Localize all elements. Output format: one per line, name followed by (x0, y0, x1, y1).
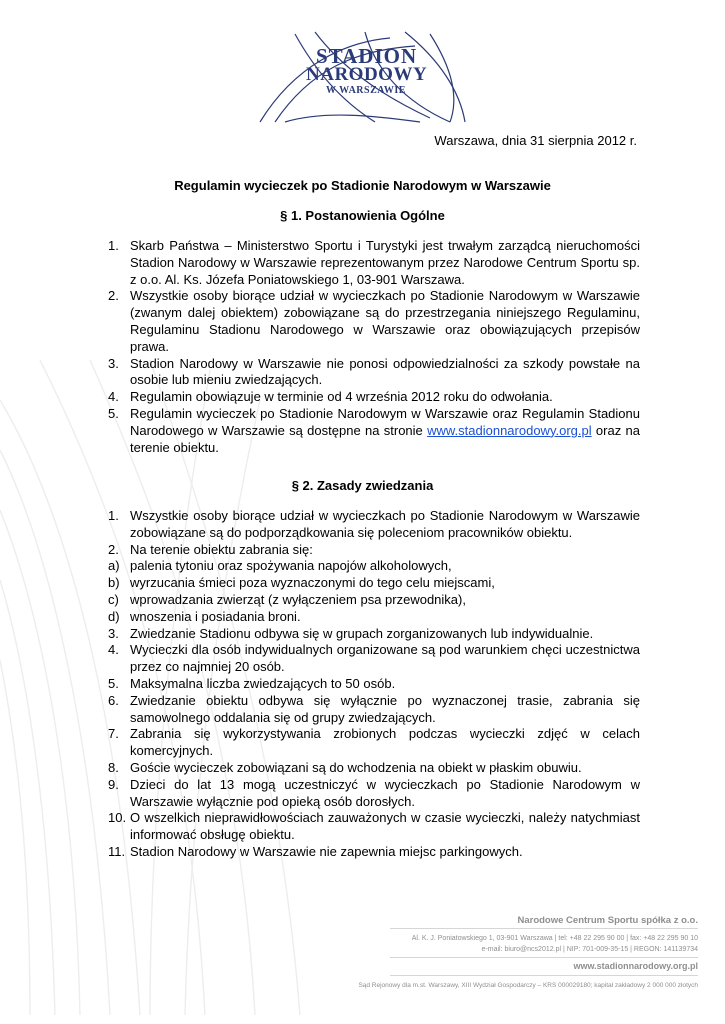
list-item-text: Wszystkie osoby biorące udział w wycieczkach po Stadionie Narodowym w Warszawie (zwanym dalej obiektem) zobowiązane są do przestrzegania niniejszego Regulaminu, Regulaminu Stadionu Narodowego w Warszawie oraz obowiązujących przepisów prawa. (130, 288, 640, 354)
list-item (108, 406, 640, 456)
list-item-number: 10. (108, 810, 127, 826)
list-item (108, 558, 640, 575)
list-item (108, 356, 640, 390)
list-item-text: Wycieczki dla osób indywidualnych organizowane są pod warunkiem chęci uczestnictwa przez co najmniej 20 osób. (130, 642, 640, 675)
list-item (108, 844, 640, 861)
list-item (108, 760, 640, 777)
list-item-text: Stadion Narodowy w Warszawie nie ponosi odpowiedzialności za szkody powstałe na osobie lub mieniu zwiedzających. (130, 355, 640, 388)
list-item-number: 4. (108, 389, 119, 405)
list-item (108, 676, 640, 693)
list-item-number: 7. (108, 726, 119, 742)
footer-company: Narodowe Centrum Sportu spółka z o.o. (517, 915, 698, 926)
list-item-number: c) (108, 591, 119, 607)
list-item-number: 1. (108, 238, 119, 253)
list-item-text: wprowadzania zwierząt (z wyłączeniem psa przewodnika), (130, 591, 466, 607)
section-2-heading: § 2. Zasady zwiedzania (291, 478, 434, 493)
list-item-number: b) (108, 575, 120, 591)
list-item-number: 3. (108, 625, 119, 641)
footer-contact: e-mail: biuro@ncs2012.pl | NIP: 701-009-35-15 | REGON: 141139734 (481, 946, 698, 953)
list-item (108, 642, 640, 676)
document-date: Warszawa, dnia 31 sierpnia 2012 r. (434, 133, 637, 148)
list-item-number: 6. (108, 692, 119, 708)
list-item (108, 238, 640, 288)
list-item (108, 693, 640, 727)
list-item-text: Goście wycieczek zobowiązani są do wchodzenia na obiekt w płaskim obuwiu. (130, 759, 582, 775)
footer-divider (390, 957, 698, 958)
list-item-text: Wszystkie osoby biorące udział w wycieczkach po Stadionie Narodowym w Warszawie zobowiązane są do podporządkowania się poleceniom pracowników obiektu. (130, 508, 640, 540)
footer-divider (390, 975, 698, 976)
list-item-text: Zabrania się wykorzystywania zrobionych podczas wycieczki zdjęć w celach komercyjnych. (130, 726, 640, 759)
list-item-number: 1. (108, 508, 119, 523)
list-item (108, 389, 640, 406)
logo-line-stadion: STADION (316, 44, 418, 68)
list-item-number: 5. (108, 405, 119, 421)
list-item (108, 726, 640, 760)
list-item-number: 11. (108, 843, 126, 859)
list-item-text: wyrzucania śmieci poza wyznaczonymi do tego celu miejscami, (130, 575, 495, 591)
list-item-number: 8. (108, 759, 119, 775)
list-item (108, 777, 640, 811)
list-item-text: Maksymalna liczba zwiedzających to 50 osób. (130, 675, 396, 691)
list-item-text: Skarb Państwa – Ministerstwo Sportu i Turystyki jest trwałym zarządcą nieruchomości Stadion Narodowy w Warszawie reprezentowanym przez Narodowe Centrum Sportu sp. z o.o. Al. Ks. Józefa Poniatowskiego 1, 03-901 Warszawa. (130, 238, 640, 287)
logo-line-narodowy: NARODOWY (306, 64, 428, 85)
footer-address: Al. K. J. Poniatowskiego 1, 03-901 Warszawa | tel: +48 22 295 90 00 | fax: +48 22 295 90 10 (411, 935, 698, 942)
list-item-text: oraz na terenie obiektu. (130, 422, 640, 455)
list-item-text: Zwiedzanie Stadionu odbywa się w grupach zorganizowanych lub indywidualnie. (130, 625, 594, 641)
list-item-text: Zwiedzanie obiektu odbywa się wyłącznie po wyznaczonej trasie, zabrania się samowolnego oddalania się od grupy zwiedzających. (130, 692, 640, 725)
logo-line-w-warszawie: W WARSZAWIE (326, 85, 406, 96)
list-item-text: palenia tytoniu oraz spożywania napojów alkoholowych, (130, 558, 452, 574)
footer-divider (390, 928, 698, 929)
list-item-number: 9. (108, 776, 119, 792)
section-2-list (108, 508, 640, 861)
list-item-number: d) (108, 608, 120, 624)
list-item-number: 3. (108, 355, 119, 371)
list-item (108, 626, 640, 643)
list-item (108, 609, 640, 626)
list-item-text: Dzieci do lat 13 mogą uczestniczyć w wycieczkach po Stadionie Narodowym w Warszawie wyłącznie pod opieką osób dorosłych. (130, 776, 640, 809)
website-link[interactable]: www.stadionnarodowy.org.pl (427, 422, 592, 438)
list-item (108, 592, 640, 609)
list-item-text: O wszelkich nieprawidłowościach zauważonych w czasie wycieczki, należy natychmiast informować obsługę obiektu. (130, 810, 640, 843)
list-item-number: 5. (108, 675, 119, 691)
list-item (108, 288, 640, 355)
list-item-text: Stadion Narodowy w Warszawie nie zapewnia miejsc parkingowych. (130, 843, 523, 859)
footer-website: www.stadionnarodowy.org.pl (573, 961, 698, 971)
list-item-number: a) (108, 558, 120, 574)
list-item (108, 575, 640, 592)
list-item (108, 508, 640, 542)
footer-registry: Sąd Rejonowy dla m.st. Warszawy, XIII Wydział Gospodarczy – KRS 000029180; kapitał zakładowy 2 000 000 złotych (358, 982, 698, 989)
list-item-text: Na terenie obiektu zabrania się: (130, 541, 313, 557)
list-item-number: 4. (108, 642, 119, 658)
document-title: Regulamin wycieczek po Stadionie Narodowym w Warszawie (174, 178, 551, 193)
list-item-number: 2. (108, 541, 119, 557)
list-item-text: Regulamin obowiązuje w terminie od 4 września 2012 roku do odwołania. (130, 389, 553, 405)
list-item (108, 810, 640, 844)
list-item-text: Regulamin wycieczek po Stadionie Narodowym w Warszawie oraz Regulamin Stadionu Narodowego w Warszawie są dostępne na stronie (130, 405, 640, 438)
list-item (108, 542, 640, 559)
section-1-list (108, 238, 640, 456)
section-1-heading: § 1. Postanowienia Ogólne (280, 208, 445, 223)
list-item-text: wnoszenia i posiadania broni. (130, 608, 301, 624)
list-item-number: 2. (108, 288, 119, 304)
